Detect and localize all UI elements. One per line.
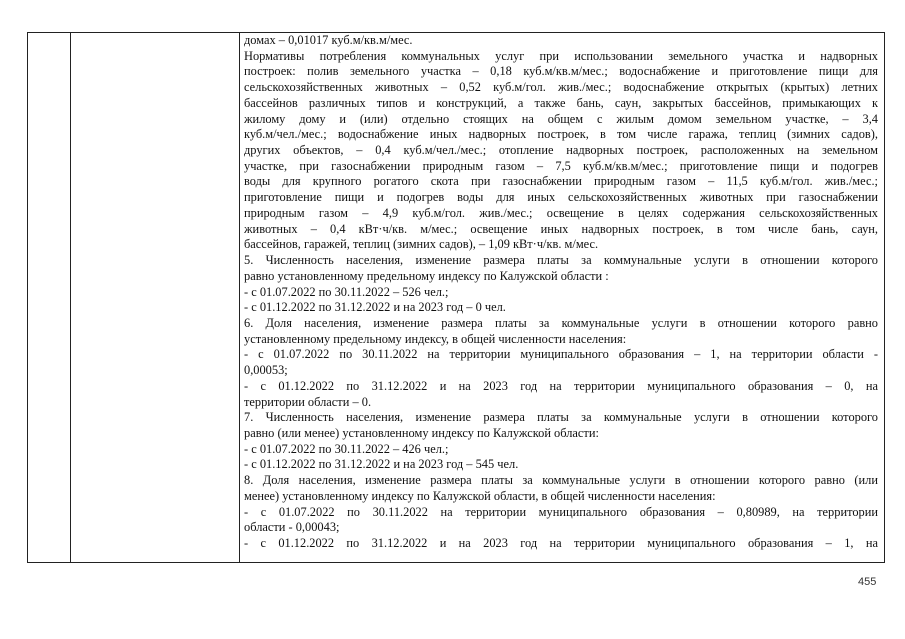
text-line: менее) установленному индексу по Калужской области, в общей численности населения:	[244, 488, 716, 503]
text-line: - с 01.07.2022 по 30.11.2022 – 526 чел.;	[244, 284, 449, 299]
text-line: других объектов, – 0,4 куб.м/чел./мес.; отопление надворных построек, расположенных на земельном	[244, 143, 878, 158]
text-line: 0,00053;	[244, 363, 288, 378]
text-line: установленному предельному индексу, в общей численности населения:	[244, 331, 627, 346]
text-line: - с 01.12.2022 по 31.12.2022 и на 2023 год – 545 чел.	[244, 457, 519, 472]
text-line: животных – 0,4 кВт·ч/кв. м/мес.; освещение иных надворных построек, в том числе бань, саун,	[244, 221, 878, 236]
text-line: - с 01.07.2022 по 30.11.2022 – 426 чел.;	[244, 441, 449, 456]
text-line: бассейнов различных типов и конструкций, а также бань, саун, закрытых бассейнов, примыкающих к	[244, 95, 878, 110]
text-line: приготовление пищи и подогрев воды для иных сельскохозяйственных животных при газоснабжении	[244, 190, 878, 205]
text-line: 6. Доля населения, изменение размера платы за коммунальные услуги в отношении которого равно	[244, 315, 878, 330]
text-line: равно установленному предельному индексу по Калужской области :	[244, 268, 609, 283]
text-line: - с 01.07.2022 по 30.11.2022 на территории муниципального образования – 1, на территории области -	[244, 347, 878, 362]
text-line: - с 01.12.2022 по 31.12.2022 и на 2023 год на территории муниципального образования – 0, на	[244, 378, 878, 393]
text-line: равно (или менее) установленному индексу по Калужской области:	[244, 425, 599, 440]
text-line: - с 01.12.2022 по 31.12.2022 и на 2023 год – 0 чел.	[244, 300, 506, 315]
text-line: 7. Численность населения, изменение размера платы за коммунальные услуги в отношении которого	[244, 410, 878, 425]
text-line: - с 01.12.2022 по 31.12.2022 и на 2023 год на территории муниципального образования – 1, на	[244, 536, 878, 550]
text-line: воды для крупного рогатого скота при газоснабжении природным газом – 11,5 куб.м/гол. жив./мес.;	[244, 174, 878, 189]
text-line: жилому дому и (или) отдельно стоящих на общем с жилым домом земельном участке, – 3,4	[244, 111, 878, 126]
column-divider	[239, 33, 240, 562]
text-line: 5. Численность населения, изменение размера платы за коммунальные услуги в отношении которого	[244, 253, 878, 268]
text-line: природным газом – 4,9 куб.м/гол. жив./мес.; освещение в целях содержания сельскохозяйственных	[244, 205, 878, 220]
text-line: 8. Доля населения, изменение размера платы за коммунальные услуги в отношении которого равно (или	[244, 473, 878, 488]
text-line: бассейнов, гаражей, теплиц (зимних садов), – 1,09 кВт·ч/кв. м/мес.	[244, 237, 599, 252]
text-line: области - 0,00043;	[244, 520, 340, 535]
text-line: Нормативы потребления коммунальных услуг при использовании земельного участка и надворных	[244, 48, 878, 63]
table-text-cell	[244, 33, 878, 562]
text-line: построек: полив земельного участка – 0,18 куб.м/кв.м/мес.; водоснабжение и приготовление пищи для	[244, 64, 878, 79]
text-line: сельскохозяйственных животных – 0,52 куб.м/гол. жив./мес.; водоснабжение открытых (крытых) летних	[244, 80, 878, 95]
text-line: - с 01.07.2022 по 30.11.2022 на территории муниципального образования – 0,80989, на территории	[244, 504, 878, 519]
text-line: участке, при газоснабжении природным газом – 7,5 куб.м/кв.м/мес.; приготовление пищи и подогрев	[244, 158, 878, 173]
text-line: домах – 0,01017 куб.м/кв.м/мес.	[244, 33, 413, 47]
text-line: куб.м/чел./мес.; водоснабжение иных надворных построек, в том числе гаража, теплиц (зимних садов),	[244, 127, 878, 142]
text-line: территории области – 0.	[244, 394, 372, 409]
column-divider	[70, 33, 71, 562]
table	[27, 32, 885, 563]
page-number: 455	[858, 576, 877, 588]
